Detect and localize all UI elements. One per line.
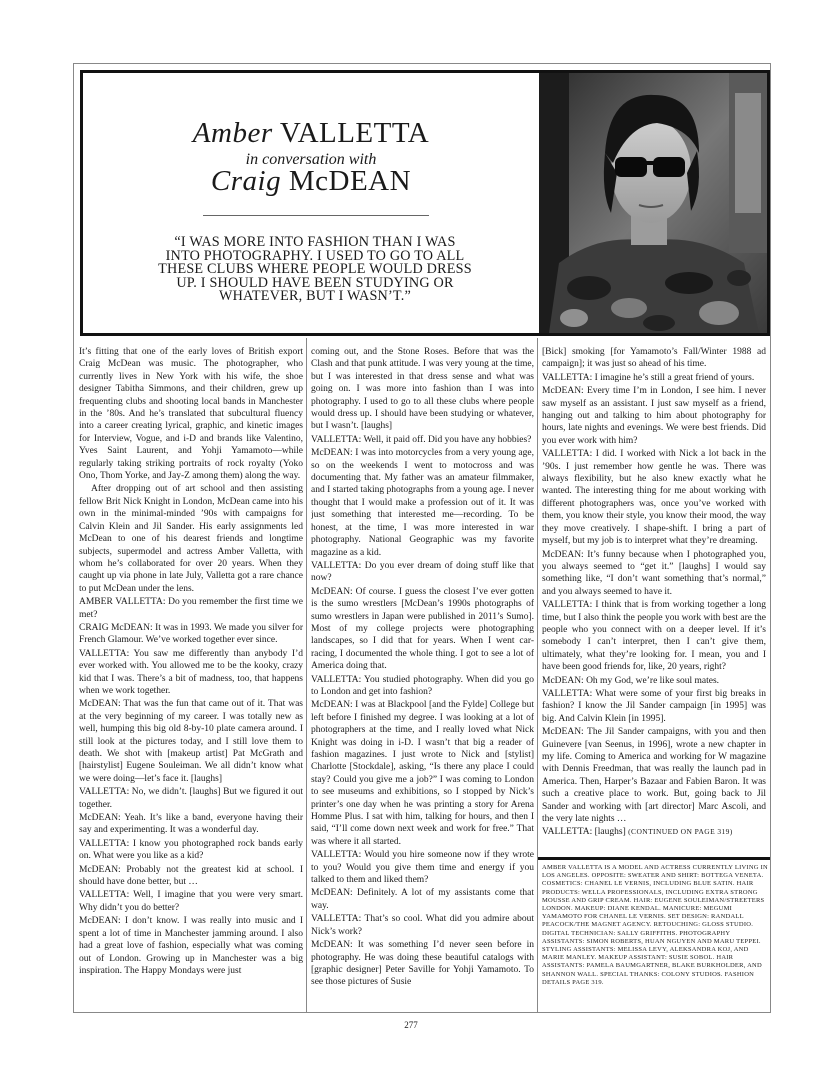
paragraph: [Bick] smoking [for Yamamoto’s Fall/Winter 1988 ad campaign]; it was just so ahead of his time. [542,347,766,370]
article-column-1 [79,346,303,1008]
paragraph: After dropping out of art school and then assisting fellow Brit Nick Knight in London, McDean came into his own in the minimal-minded ’90s with campaigns for Calvin Klein and Jil Sander. His early assignments led McDean to one of his dearest friends and longtime subjects, supermodel and actress Amber Valletta, with whom he’s collaborated for over 20 years. When they caught up via phone in late July, Valletta got a rare chance to put McDean under the lens. [79,484,303,594]
paragraph: VALLETTA: You studied photography. When did you go to London and get into fashion? [311,674,534,697]
title-area [83,73,539,333]
title-last-name: VALLETTA [279,117,430,149]
paragraph: McDEAN: I was at Blackpool [and the Fylde] College but left before I finished my degree. I was looking at a lot of photographers at the time, and I really loved what Nick Knight was doing in i-D. I wasn’t that big a reader of fashion magazines. I just wrote to Nick and [stylist] Charlotte [Stockdale], asking, “Is there any place I could stay? Could you give me a job?” I was coming to London to see museums and exhibitions, so I stopped by Nick’s printer’s one day when he was printing a story for Arena Homme Plus. I sat with him, talking for hours, and then I said, “I’ll come down next week and work for free.” That was where it all started. [311,700,534,847]
paragraph: McDEAN: Of course. I guess the closest I’ve ever gotten is the sumo wrestlers [McDean’s 1990s photographs of sumo wrestlers in Japan were published in 2011’s Sumo]. Most of my college projects were photographing landscapes, so I did that for years. When I went car-racing, I documented the whole thing. I got to see a lot of America doing that. [311,586,534,672]
title-rule [203,215,429,216]
paragraph: McDEAN: Every time I’m in London, I see him. I never saw myself as an assistant. I just saw myself as a friend, hanging out and talking to him about photography for hours, late nights and evenings. We were best friends. Did you ever work with him? [542,386,766,446]
title-last-name-2: McDEAN [288,165,412,197]
title-line-2 [83,165,539,198]
paragraph: VALLETTA: I did. I worked with Nick a lot back in the ’90s. I just remember how gentle he was. There was always flexibility, but he also knew exactly what he wanted. The interesting thing for me about working with different photographers was, once you’ve worked with them, you know their style, you know their mood, the way they move creatively. I shape-shift. I bring a part of myself, but my job is to interpret what they’re dreaming. [542,449,766,547]
paragraph: VALLETTA: What were some of your first big breaks in fashion? I know the Jil Sander campaign [in 1995] was big. And Calvin Klein [in 1995]. [542,688,766,724]
photo-credits: AMBER VALLETTA IS A MODEL AND ACTRESS CURRENTLY LIVING IN LOS ANGELES. OPPOSITE: SWEATER AND SHIRT: BOTTEGA VENETA. COSMETICS: CHANEL LE VERNIS, INCLUDING BLUE SATIN. HAIR PRODUCTS: WELLA PROFESSIONALS, INCLUDING EXTRA STRONG MOUSSE AND GRIP CREAM. HAIR: EUGENE SOULEIMAN/STREETERS LONDON. MAKEUP: DIANE KENDAL. MANICURE: MEGUMI YAMAMOTO FOR CHANEL LE VERNIS. SET DESIGN: RANDALL PEACOCK/THE MAGNET AGENCY. RETOUCHING: GLOSS STUDIO. DIGITAL TECHNICIAN: SALLY GRIFFITHS. PHOTOGRAPHY ASSISTANTS: SIMON ROBERTS, HUAN NGUYEN AND MARU TEPPEI. STYLING ASSISTANTS: MELISSA LEVY, ALEKSANDRA KOJ, AND MARIE MANLEY. MAKEUP ASSISTANT: SUSIE SOBOL. HAIR ASSISTANTS: PAMELA BAUMGARTNER, BLAKE BURKHOLDER, AND SHANNON WALL. SPECIAL THANKS: COLONY STUDIOS. FASHION DETAILS PAGE 319. [542,864,768,986]
pull-quote-line: INTO PHOTOGRAPHY. I USED TO GO TO ALL [165,247,465,264]
paragraph: VALLETTA: Do you ever dream of doing stuff like that now? [311,560,534,584]
title-line-1 [83,117,539,150]
paragraph: McDEAN: Probably not the greatest kid at school. I should have done better, but … [79,864,303,888]
article-column-2 [311,346,534,1008]
paragraph: VALLETTA: That’s so cool. What did you admire about Nick’s work? [311,914,534,937]
credits-rule [538,857,770,860]
pull-quote-line: WHATEVER, BUT I WASN’T.” [219,288,411,304]
pull-quote-line: “I WAS MORE INTO FASHION THAN I WAS [174,234,456,250]
pull-quote [117,236,513,304]
page-number: 277 [404,1020,418,1030]
paragraph: McDEAN: I was into motorcycles from a very young age, so on the weekends I went to motocross and was documenting that. My father was an amateur filmmaker, and I started taking photographs from a young age. I never thought that I would make a profession out of it. It was just something that interested me—recording. To be honest, at the time, I was more interested in war photography. National Geographic was my favorite magazine as a kid. [311,448,534,558]
article-column-3 [542,346,766,848]
title-first-name-2: Craig [210,165,282,197]
paragraph: AMBER VALLETTA: Do you remember the first time we met? [79,597,303,620]
portrait-photo [539,73,767,333]
column-divider [537,338,538,1013]
paragraph: CRAIG McDEAN: It was in 1993. We made you silver for French Glamour. We’ve worked together ever since. [79,622,303,646]
paragraph: VALLETTA: You saw me differently than anybody I’d ever worked with. You allowed me to be the kooky, crazy kid that I was. There’s a bit of madness, too, that happens when we work together. [79,648,303,696]
paragraph: VALLETTA: No, we didn’t. [laughs] But we figured it out together. [79,787,303,810]
paragraph: VALLETTA: Well, it paid off. Did you have any hobbies? [311,434,532,445]
paragraph: VALLETTA: Well, I imagine that you were very smart. Why didn’t you do better? [79,890,303,913]
last-line: VALLETTA: [laughs] [542,827,626,838]
paragraph: McDEAN: That was the fun that came out of it. That was at the very beginning of my career. I was totally new as well, humping this big old 8-by-10 plate camera around. I still look at the pictures today, and I still love them to death. We shot with [makeup artist] Pat McGrath and [hairstylist] Eugene Souleiman. We all didn’t know what we were doing—let’s face it. [laughs] [79,699,303,784]
title-first-name: Amber [192,117,273,149]
header-box [80,70,770,336]
paragraph-last [542,826,766,838]
column-divider [306,338,307,1013]
pull-quote-line: THESE CLUBS WHERE PEOPLE WOULD DRESS [158,261,472,277]
pull-quote-line: UP. I SHOULD HAVE BEEN STUDYING OR [176,274,454,291]
paragraph: McDEAN: Definitely. A lot of my assistants come that way. [311,888,534,911]
paragraph: coming out, and the Stone Roses. Before that was the Clash and that punk attitude. I was very young at the time, but I was interested in that dress sense and what was going on. I was more into fashion than I was into photography. I used to go to all these clubs where people would dress up. I should have been studying or whatever, but I wasn’t. [laughs] [311,347,534,432]
paragraph: VALLETTA: I know you photographed rock bands early on. What were you like as a kid? [79,838,303,862]
paragraph: McDEAN: I don’t know. I was really into music and I spent a lot of time in Manchester jamming around. I also had a great love of fashion, especially what was coming out of London. Growing up in Manchester was a big inspiration. The Happy Mondays were just [79,916,303,976]
paragraph: It’s fitting that one of the early loves of British export Craig McDean was music. The photographer, who currently lives in New York with his wife, the shoe designer Tabitha Simmons, and their children, grew up frequenting clubs and shooting local bands in Manchester in the ’80s. And he’s translated that subcultural fluency into a career creating lyrical, graphic, and kinetic images for Interview, Vogue, and i-D and brands like Valentino, Yves Saint Laurent, and Yohji Yamamoto—while regularly taking striking portraits of rock royalty (Yoko Ono, Thom Yorke, and Jay-Z among them) along the way. [79,347,303,482]
paragraph: McDEAN: Yeah. It’s like a band, everyone having their say and experimenting. It was a wonderful day. [79,813,303,836]
paragraph: McDEAN: The Jil Sander campaigns, with you and then Guinevere [van Seenus, in 1996], wrote a new chapter in my life. Coming to America and working for W magazine with Dennis Freedman, that was really the launch pad in America. Then, Harper’s Bazaar and Fabien Baron. It was such a creative place to work. But, going back to Jil Sander and working with [art director] Marc Ascoli, and the very late nights … [542,727,766,825]
continued-note: (CONTINUED ON PAGE 319) [628,827,733,837]
title-connector: in conversation with [245,151,377,168]
paragraph: VALLETTA: I imagine he’s still a great friend of yours. [542,372,755,383]
paragraph: McDEAN: It was something I’d never seen before in photography. He was doing these beautiful catalogs with [graphic designer] Peter Saville for Yohji Yamamoto. To see those pictures of Susie [311,940,534,988]
paragraph: McDEAN: Oh my God, we’re like soul mates. [542,675,720,686]
paragraph: VALLETTA: I think that is from working together a long time, but I also think the people you work with best are the people who you connect with on a deeper level. If it’s somebody I can’t interpret, then I can’t give them, ultimately, what they’re looking for. I mean, you and I have been good friends for, like, 20 years, right? [542,600,766,673]
paragraph: VALLETTA: Would you hire someone now if they wrote to you? Would you give them time and energy if you talked to them and liked them? [311,850,534,886]
paragraph: McDEAN: It’s funny because when I photographed you, you always seemed to “get it.” [laughs] I would say something like, “I don’t want something that’s normal,” and you always seemed to have it. [542,549,766,597]
